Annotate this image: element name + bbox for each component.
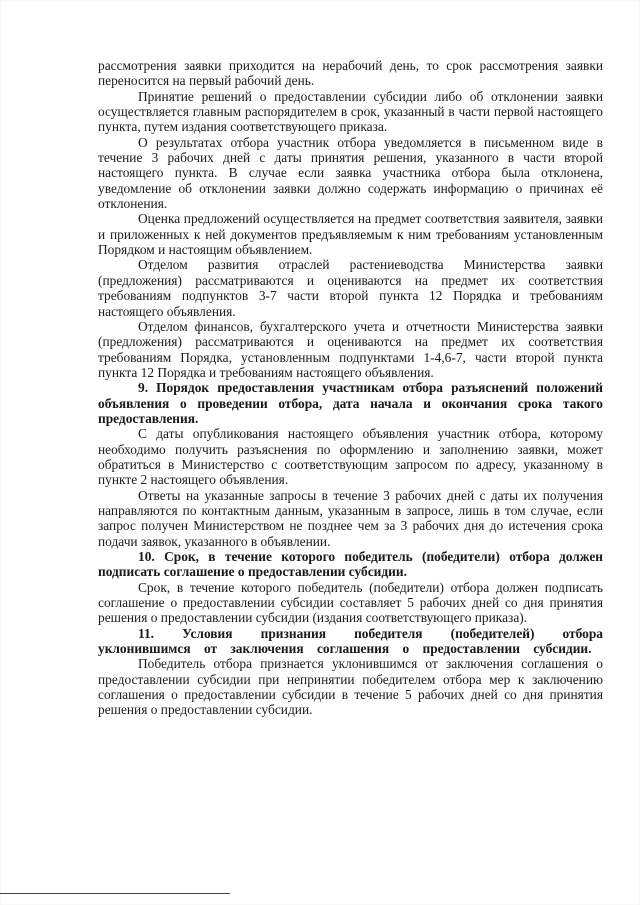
paragraph-continuation: рассмотрения заявки приходится на нерабочий день, то срок рассмотрения заявки переносится на первый рабочий день. xyxy=(98,58,603,89)
paragraph-crop-department: Отделом развития отраслей растениеводства Министерства заявки (предложения) рассматриваются и оцениваются на предмет их соответствия требованиям подпунктов 3-7 части второй пункта 12 Порядка и требованиям настоящего объявления. xyxy=(98,257,603,319)
section-heading-9: 9. Порядок предоставления участникам отбора разъяснений положений объявления о проведении отбора, дата начала и окончания срока такого предоставления. xyxy=(98,380,603,426)
paragraph-evasion-conditions: Победитель отбора признается уклонившимся от заключения соглашения о предоставлении субсидии при непринятии победителем отбора мер к заключению соглашения о предоставлении субсидии в течение 5 рабочих дней со дня принятия решения о предоставлении субсидии. xyxy=(98,656,603,718)
section-heading-10: 10. Срок, в течение которого победитель (победители) отбора должен подписать соглашение о предоставлении субсидии. xyxy=(98,549,603,580)
paragraph-finance-department: Отделом финансов, бухгалтерского учета и отчетности Министерства заявки (предложения) рассматриваются и оцениваются на предмет их соответствия требованиям Порядка, установленным подпунктами 1-4,6-7, части второй пункта пункта 12 Порядка и требованиям настоящего объявления. xyxy=(98,318,603,380)
paragraph-notification: О результатах отбора участник отбора уведомляется в письменном виде в течение 3 рабочих дней с даты принятия решения, указанного в части второй настоящего пункта. В случае если заявка участника отбора была отклонена, уведомление об отклонении заявки должно содержать информацию о причинах её отклонения. xyxy=(98,134,603,212)
paragraph-evaluation: Оценка предложений осуществляется на предмет соответствия заявителя, заявки и приложенных к ней документов предъявляемым к ним требованиям установленным Порядком и настоящим объявлением. xyxy=(98,211,603,258)
paragraph-clarification-answers: Ответы на указанные запросы в течение 3 рабочих дней с даты их получения направляются по контактным данным, указанным в запросе, лишь в том случае, если запрос получен Министерством не позднее чем за 3 рабочих дня до истечения срока подачи заявок, указанного в объявлении. xyxy=(98,487,603,549)
paragraph-signing-deadline: Срок, в течение которого победитель (победители) отбора должен подписать соглашение о предоставлении субсидии составляет 5 рабочих дней со дня принятия решения о предоставлении субсидии (издания соответствующего приказа). xyxy=(98,579,603,626)
document-page xyxy=(98,58,603,718)
paragraph-decision: Принятие решений о предоставлении субсидии либо об отклонении заявки осуществляется главным распорядителем в срок, указанный в части первой настоящего пункта, путем издания соответствующего приказа. xyxy=(98,88,603,135)
paragraph-clarification-request: С даты опубликования настоящего объявления участник отбора, которому необходимо получить разъяснения по оформлению и заполнению заявки, может обратиться в Министерство с соответствующим запросом по адресу, указанному в пункте 2 настоящего объявления. xyxy=(98,426,603,488)
footer-divider-line xyxy=(0,893,230,894)
section-heading-11: 11. Условия признания победителя (победителей) отбора уклонившимся от заключения соглашения о предоставлении субсидии. xyxy=(98,625,603,657)
